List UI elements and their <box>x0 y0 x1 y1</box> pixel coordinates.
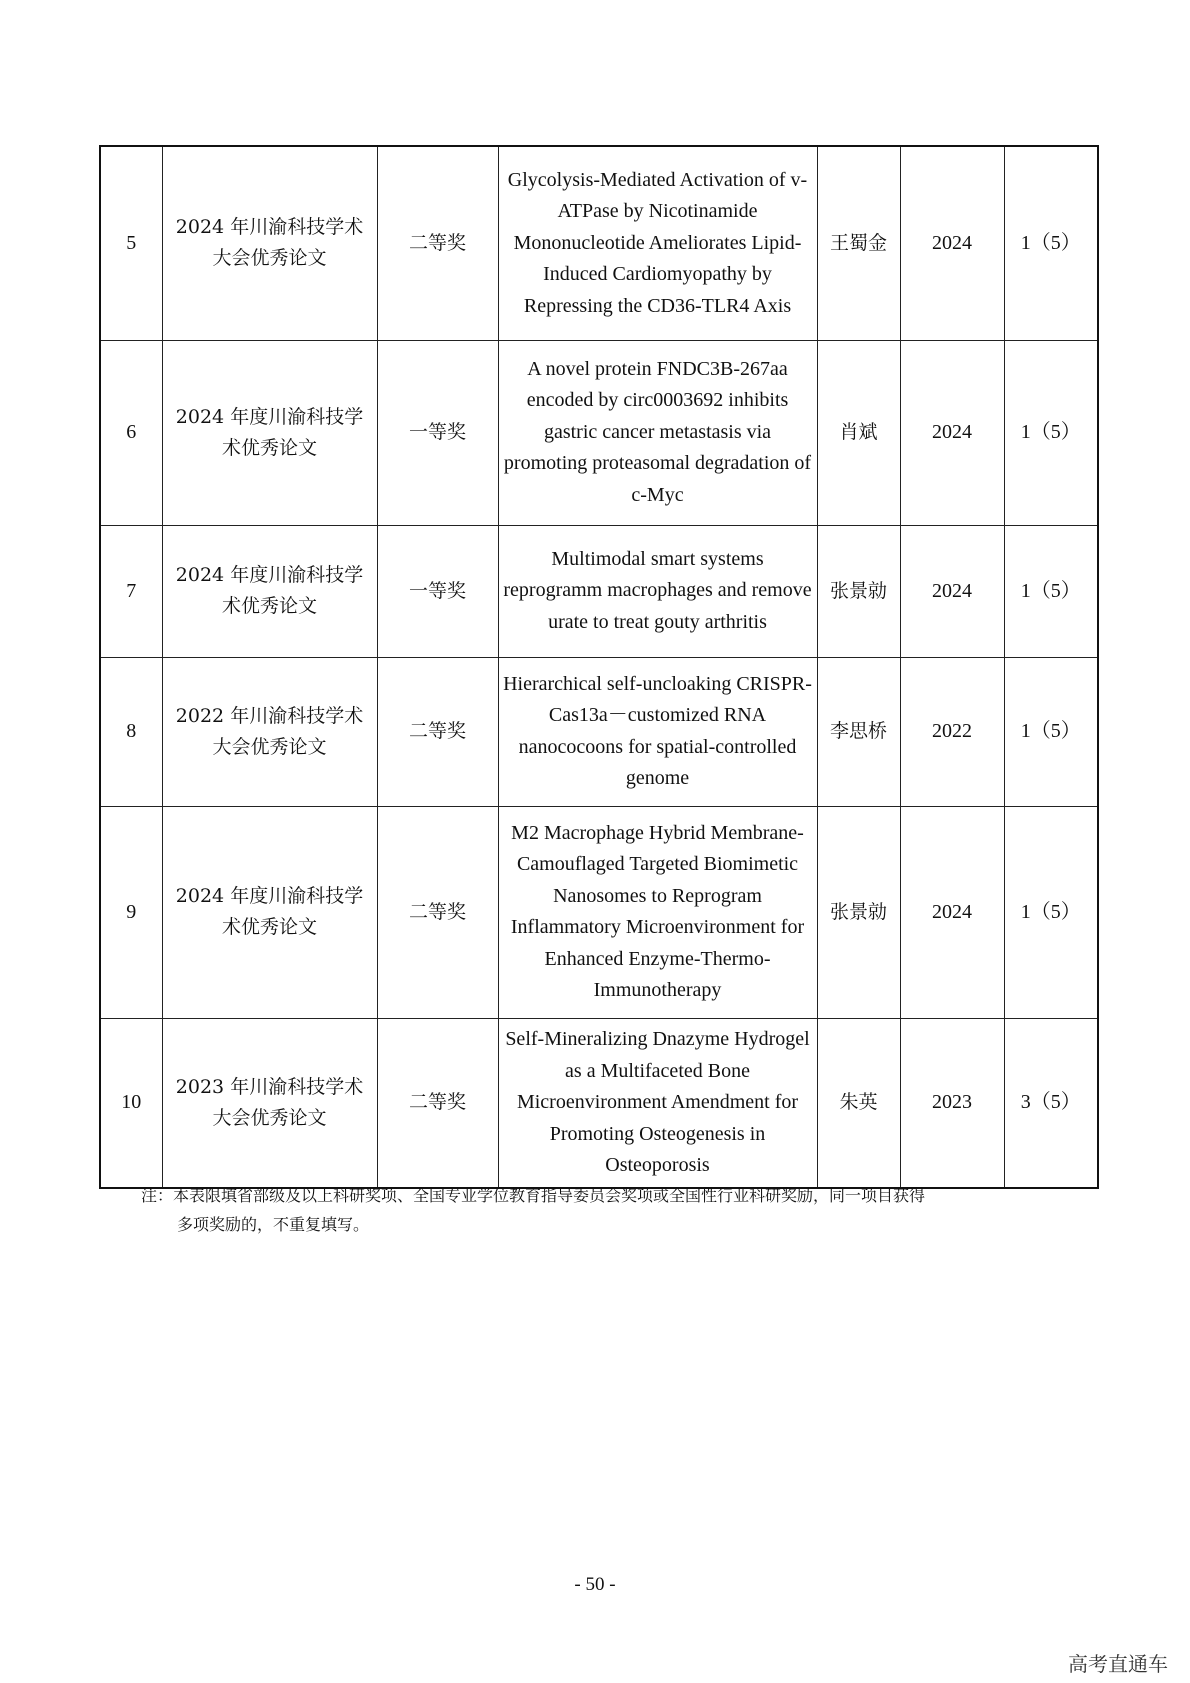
paper-title: Hierarchical self-uncloaking CRISPR-Cas13a－customized RNA nanococoons for spatial-controlled genome <box>498 657 817 806</box>
award-year: 2022 <box>900 657 1004 806</box>
award-level: 二等奖 <box>377 657 498 806</box>
rank: 1（5） <box>1004 146 1098 340</box>
rank: 1（5） <box>1004 525 1098 657</box>
table-row <box>100 525 1098 657</box>
person-name: 张景勍 <box>817 806 900 1018</box>
award-year: 2024 <box>900 806 1004 1018</box>
award-year: 2024 <box>900 340 1004 525</box>
award-name: 2024 年度川渝科技学术优秀论文 <box>162 340 377 525</box>
paper-title: Multimodal smart systems reprogramm macrophages and remove urate to treat gouty arthritis <box>498 525 817 657</box>
person-name: 肖斌 <box>817 340 900 525</box>
table-row <box>100 146 1098 340</box>
paper-title: M2 Macrophage Hybrid Membrane-Camouflaged Targeted Biomimetic Nanosomes to Reprogram Inflammatory Microenvironment for Enhanced Enzyme-Thermo-Immunotherapy <box>498 806 817 1018</box>
table-row <box>100 806 1098 1018</box>
award-name: 2023 年川渝科技学术大会优秀论文 <box>162 1018 377 1188</box>
person-name: 朱英 <box>817 1018 900 1188</box>
row-number: 10 <box>100 1018 162 1188</box>
rank: 1（5） <box>1004 806 1098 1018</box>
award-name: 2024 年川渝科技学术大会优秀论文 <box>162 146 377 340</box>
award-year: 2023 <box>900 1018 1004 1188</box>
paper-title: A novel protein FNDC3B-267aa encoded by circ0003692 inhibits gastric cancer metastasis via promoting proteasomal degradation of c-Myc <box>498 340 817 525</box>
award-name: 2022 年川渝科技学术大会优秀论文 <box>162 657 377 806</box>
paper-title: Self-Mineralizing Dnazyme Hydrogel as a Multifaceted Bone Microenvironment Amendment for Promoting Osteogenesis in Osteoporosis <box>498 1018 817 1188</box>
watermark-text: 高考直通车 <box>1068 1652 1168 1676</box>
note-line-2: 多项奖励的，不重复填写。 <box>177 1215 370 1234</box>
table-row <box>100 340 1098 525</box>
award-name: 2024 年度川渝科技学术优秀论文 <box>162 806 377 1018</box>
page-number: - 50 - <box>574 1574 616 1595</box>
person-name: 王蜀金 <box>817 146 900 340</box>
award-level: 二等奖 <box>377 806 498 1018</box>
award-level: 一等奖 <box>377 340 498 525</box>
awards-table <box>99 145 1099 1189</box>
award-level: 二等奖 <box>377 1018 498 1188</box>
paper-title: Glycolysis-Mediated Activation of v-ATPase by Nicotinamide Mononucleotide Ameliorates Lipid-Induced Cardiomyopathy by Repressing the CD36-TLR4 Axis <box>498 146 817 340</box>
award-name: 2024 年度川渝科技学术优秀论文 <box>162 525 377 657</box>
row-number: 7 <box>100 525 162 657</box>
row-number: 8 <box>100 657 162 806</box>
rank: 3（5） <box>1004 1018 1098 1188</box>
row-number: 6 <box>100 340 162 525</box>
rank: 1（5） <box>1004 340 1098 525</box>
table-note <box>141 1181 1061 1239</box>
row-number: 5 <box>100 146 162 340</box>
award-year: 2024 <box>900 146 1004 340</box>
award-level: 一等奖 <box>377 525 498 657</box>
person-name: 李思桥 <box>817 657 900 806</box>
table-row <box>100 1018 1098 1188</box>
note-line-1: 注：本表限填省部级及以上科研奖项、全国专业学位教育指导委员会奖项或全国性行业科研奖励，同一项目获得 <box>141 1186 926 1205</box>
award-year: 2024 <box>900 525 1004 657</box>
person-name: 张景勍 <box>817 525 900 657</box>
row-number: 9 <box>100 806 162 1018</box>
rank: 1（5） <box>1004 657 1098 806</box>
table-row <box>100 657 1098 806</box>
award-level: 二等奖 <box>377 146 498 340</box>
